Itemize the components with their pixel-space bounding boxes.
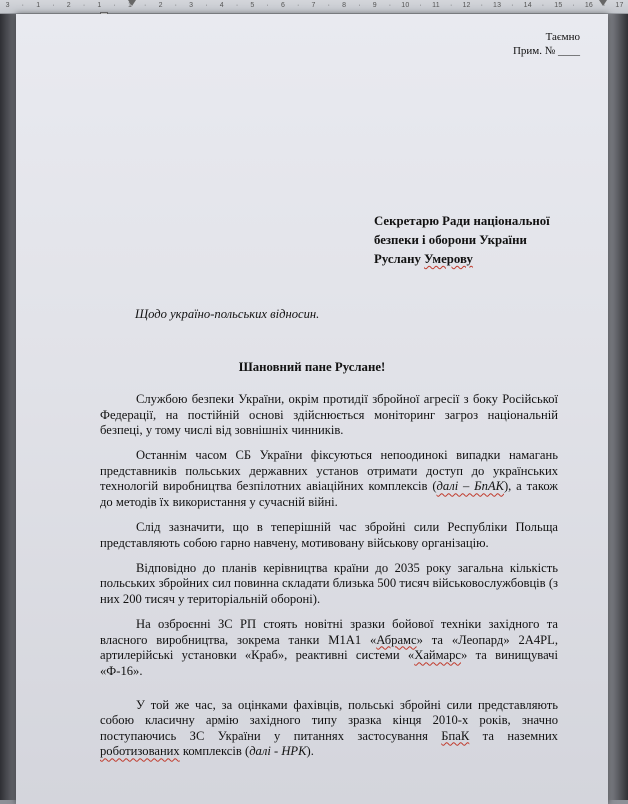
- addressee-first-name: Руслану: [374, 252, 425, 266]
- paragraph-5: [100, 617, 558, 679]
- ruler-mark: 17: [615, 2, 624, 9]
- addressee-line-1: Секретарю Ради національної: [374, 214, 550, 228]
- paragraph-6-text-a: У той же час, за оцінками фахівців, польські збройні сили представляють собою класичну армію західного типу зразка кінця 2010-х років, значно поступаючись ЗС України у питаннях застосування: [100, 697, 558, 743]
- ruler-mark: ·: [205, 2, 208, 9]
- ruler-mark: ·: [266, 2, 269, 9]
- ruler-mark: ·: [52, 2, 55, 9]
- letter-body: [100, 392, 558, 760]
- ruler-mark: ·: [235, 2, 239, 9]
- paragraph-6-text-b: та наземних: [469, 728, 558, 743]
- window-edge-left: [0, 14, 16, 800]
- ruler-mark: 1: [97, 2, 102, 9]
- ruler-mark: 9: [372, 2, 377, 9]
- ruler-mark: ·: [541, 2, 545, 9]
- ruler-mark: ·: [602, 2, 606, 9]
- ruler-mark: 13: [493, 2, 502, 9]
- ruler-mark: ·: [358, 2, 361, 9]
- classification-label: Таємно: [545, 31, 580, 43]
- paragraph-3: Слід зазначити, що в теперішній час збройні сили Республіки Польща представляють собою гарно навчену, мотивовану військову організацію.: [100, 520, 558, 550]
- ruler-mark: 2: [158, 2, 163, 9]
- ruler-mark: ·: [480, 2, 484, 9]
- paragraph-5-text-b: » та «Леопард» 2А4PL, артилерійські установки «Краб», реактивні системи «: [100, 632, 559, 663]
- ruler-mark: 3: [5, 2, 10, 9]
- ruler-mark: 6: [280, 2, 286, 9]
- ruler-mark: ·: [419, 2, 422, 9]
- paragraph-5-abrams: Абрамс: [376, 632, 417, 647]
- document-page[interactable]: [16, 14, 608, 804]
- ruler-mark: ·: [511, 2, 514, 9]
- paragraph-2-text-b: ), а також до методів їх використання у сучасній війні.: [100, 479, 559, 510]
- classification-block: [513, 30, 580, 58]
- ruler-mark: 2: [66, 2, 71, 9]
- ruler-mark: 7: [311, 2, 316, 9]
- letter-subject: Щодо україно-польських відносин.: [135, 307, 320, 321]
- ruler-mark: ·: [388, 2, 392, 9]
- horizontal-ruler[interactable]: [0, 0, 628, 14]
- paragraph-2: [100, 448, 558, 510]
- addressee-block: [374, 212, 586, 269]
- paragraph-2-text-a: Останнім часом СБ України фіксуються непоодинокі випадки намагань представників польських державних установ отримати доступ до українських технологій виробництва безпілотних авіаційних комплексів (: [100, 448, 558, 494]
- ruler-mark: 16: [584, 2, 594, 9]
- paragraph-2-abbreviation: далі – БпАК: [436, 479, 504, 494]
- addressee-line-3: [374, 250, 586, 269]
- ruler-mark: ·: [21, 2, 25, 9]
- ruler-mark: 15: [554, 2, 563, 9]
- ruler-mark: 12: [462, 2, 471, 9]
- ruler-mark: ·: [297, 2, 300, 9]
- ruler-mark: 5: [250, 2, 255, 9]
- ruler-mark: ·: [572, 2, 575, 9]
- ruler-mark: ·: [113, 2, 116, 9]
- ruler-mark: 3: [189, 2, 194, 9]
- ruler-mark: ·: [174, 2, 178, 9]
- ruler-marks: [0, 2, 627, 9]
- ruler-mark: 1: [127, 2, 133, 9]
- ruler-mark: ·: [327, 2, 331, 9]
- letter-greeting: Шановний пане Руслане!: [238, 360, 386, 374]
- copy-number: Прим. № ____: [512, 45, 580, 57]
- right-indent-marker[interactable]: [599, 0, 607, 6]
- paragraph-6-robotic: роботизованих: [100, 744, 180, 759]
- ruler-mark: 8: [342, 2, 347, 9]
- window-edge-right: [608, 14, 628, 800]
- paragraph-6-bpak: БпаК: [441, 728, 470, 743]
- paragraph-6-text-c: комплексів (: [179, 744, 250, 759]
- ruler-mark: 11: [432, 2, 440, 9]
- ruler-mark: ·: [82, 2, 86, 9]
- ruler-mark: ·: [449, 2, 453, 9]
- paragraph-5-himars: Хаймарс: [414, 648, 462, 663]
- paragraph-5-text-a: На озброєнні ЗС РП стоять новітні зразки бойової техніки західного та власного виробництва, зокрема танки М1А1 «: [100, 617, 558, 647]
- addressee-surname: Умерову: [424, 252, 473, 266]
- first-line-indent-marker[interactable]: [128, 0, 136, 6]
- ruler-mark: 4: [219, 2, 224, 9]
- ruler-mark: ·: [144, 2, 147, 9]
- paragraph-6-abbreviation: далі - НРК: [249, 744, 307, 759]
- ruler-mark: 14: [523, 2, 532, 9]
- paragraph-4: Відповідно до планів керівництва країни до 2035 року загальна кількість польських збройних сил повинна складати близька 500 тисяч військовослужбовців (з них 200 тисяч у територіальній обороні).: [100, 560, 558, 607]
- addressee-line-2: безпеки і оборони України: [374, 233, 527, 247]
- paragraph-1: Службою безпеки України, окрім протидії збройної агресії з боку Російської Федерації, на постійній основі здійснюється моніторинг загроз національній безпеці, у тому числі від зовнішніх чинників.: [100, 392, 558, 438]
- paragraph-6-text-d: ).: [306, 744, 314, 759]
- paragraph-6: [100, 698, 558, 760]
- ruler-mark: 10: [401, 2, 410, 9]
- paragraph-5-text-c: » та винищувачі «Ф-16».: [100, 648, 558, 678]
- ruler-mark: 1: [36, 2, 41, 9]
